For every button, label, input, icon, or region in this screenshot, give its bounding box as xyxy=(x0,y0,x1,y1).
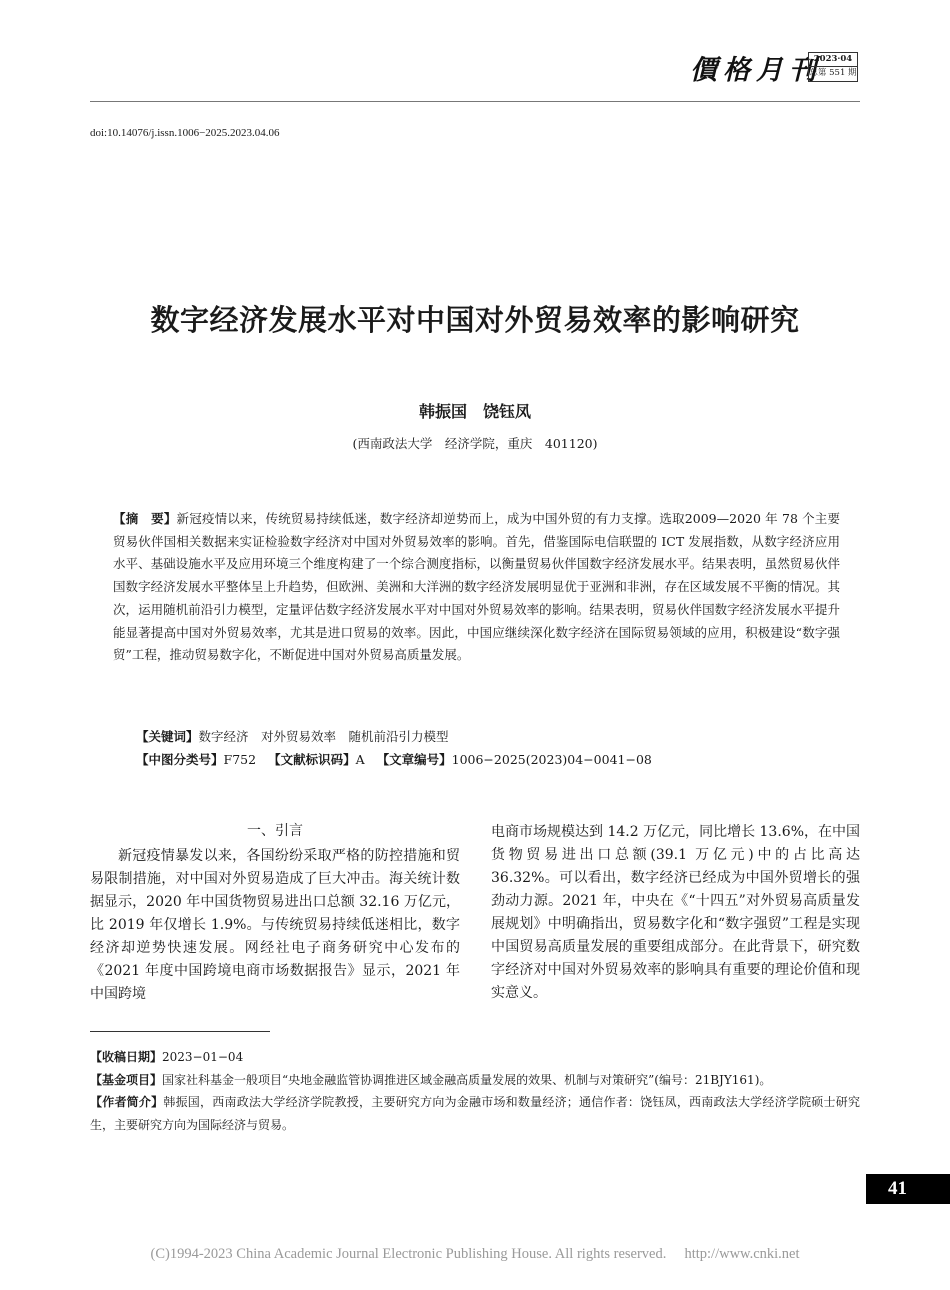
abstract-label: 【摘 要】 xyxy=(113,511,177,526)
author-value: 韩振国，西南政法大学经济学院教授，主要研究方向为金融市场和数量经济；通信作者：饶钰凤，西南政法大学经济学院硕士研究生，主要研究方向为国际经济与贸易。 xyxy=(90,1095,860,1132)
body-column-left xyxy=(90,845,460,1006)
issue-year: 2023·04 xyxy=(809,53,857,67)
footnote-author xyxy=(90,1091,860,1136)
clc-value: F752 xyxy=(223,752,257,767)
footnotes xyxy=(90,1046,860,1136)
doc-code-value: A xyxy=(355,752,365,767)
body-column-right xyxy=(491,821,860,1005)
body-paragraph-left: 新冠疫情暴发以来，各国纷纷采取严格的防控措施和贸易限制措施，对中国对外贸易造成了巨大冲击。海关统计数据显示，2020 年中国货物贸易进出口总额 32.16 万亿元，比 2019 年仅增长 1.9%。与传统贸易持续低迷相比，数字经济却逆势快速发展。网经社电子商务研究中心发布的《2021 年度中国跨境电商市场数据报告》显示，2021 年中国跨境 xyxy=(90,848,460,1002)
header-rule xyxy=(90,101,860,102)
footnote-received xyxy=(90,1046,860,1069)
keywords-text: 数字经济 对外贸易效率 随机前沿引力模型 xyxy=(198,729,449,744)
fund-label: 【基金项目】 xyxy=(90,1072,163,1087)
copyright-notice: (C)1994-2023 China Academic Journal Electronic Publishing House. All rights reserved. http://www.cnki.net xyxy=(150,1246,800,1262)
doc-code-label: 【文献标识码】 xyxy=(268,752,356,767)
paper-title: 数字经济发展水平对中国对外贸易效率的影响研究 xyxy=(150,303,800,337)
keywords-label: 【关键词】 xyxy=(136,729,199,744)
section-heading: 一、引言 xyxy=(247,823,303,839)
footnote-fund xyxy=(90,1069,860,1092)
received-value: 2023−01−04 xyxy=(162,1050,244,1064)
page-number: 41 xyxy=(866,1174,950,1204)
article-id-value: 1006−2025(2023)04−0041−08 xyxy=(451,752,652,767)
article-id-label: 【文章编号】 xyxy=(376,752,452,767)
fund-value: 国家社科基金一般项目“央地金融监管协调推进区域金融高质量发展的效果、机制与对策研究”(编号：21BJY161)。 xyxy=(162,1072,772,1087)
clc-label: 【中图分类号】 xyxy=(136,752,224,767)
affiliation: (西南政法大学 经济学院，重庆 401120) xyxy=(352,436,598,451)
authors: 韩振国 饶钰凤 xyxy=(418,402,531,421)
body-paragraph-right: 电商市场规模达到 14.2 万亿元，同比增长 13.6%，在中国货物贸易进出口总额(39.1 万亿元)中的占比高达 36.32%。可以看出，数字经济已经成为中国外贸增长的强劲动力源。2021 年，中央在《“十四五”对外贸易高质量发展规划》中明确指出，贸易数字化和“数字强贸”工程是实现中国贸易高质量发展的重要组成部分。在此背景下，研究数字经济对中国对外贸易效率的影响具有重要的理论价值和现实意义。 xyxy=(491,824,860,1001)
doi: doi:10.14076/j.issn.1006−2025.2023.04.06 xyxy=(90,127,280,139)
issue-box xyxy=(808,52,858,82)
keywords xyxy=(136,726,449,748)
issue-total: 总第 551 期 xyxy=(809,68,857,78)
author-label: 【作者简介】 xyxy=(90,1095,164,1109)
abstract-text: 新冠疫情以来，传统贸易持续低迷，数字经济却逆势而上，成为中国外贸的有力支撑。选取2009—2020 年 78 个主要贸易伙伴国相关数据来实证检验数字经济对中国对外贸易效率的影响。首先，借鉴国际电信联盟的 ICT 发展指数，从数字经济应用水平、基础设施水平及应用环境三个维度构建了一个综合测度指标，以衡量贸易伙伴国数字经济发展水平。结果表明，虽然贸易伙伴国数字经济发展水平整体呈上升趋势，但欧洲、美洲和大洋洲的数字经济发展明显优于亚洲和非洲，存在区域发展不平衡的情况。其次，运用随机前沿引力模型，定量评估数字经济发展水平对中国对外贸易效率的影响。结果表明，贸易伙伴国数字经济发展水平提升能显著提高中国对外贸易效率，尤其是进口贸易的效率。因此，中国应继续深化数字经济在国际贸易领域的应用，积极建设“数字强贸”工程，推动贸易数字化，不断促进中国对外贸易高质量发展。 xyxy=(113,511,840,663)
received-label: 【收稿日期】 xyxy=(90,1050,163,1064)
footnote-rule xyxy=(90,1031,270,1032)
abstract xyxy=(113,508,840,667)
classification xyxy=(136,749,652,771)
journal-logo: 價格月刊 xyxy=(690,55,822,86)
